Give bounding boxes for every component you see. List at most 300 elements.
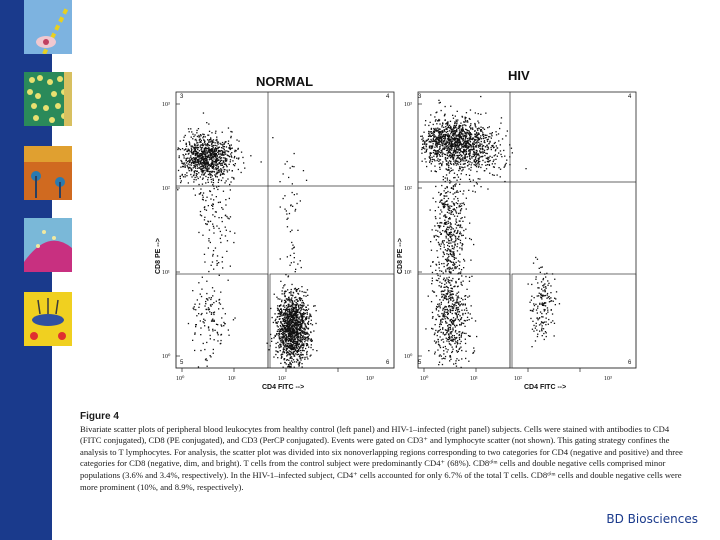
event-dot — [434, 166, 435, 167]
event-dot — [467, 138, 468, 139]
event-dot — [463, 153, 464, 154]
event-dot — [210, 171, 211, 172]
event-dot — [441, 283, 442, 284]
event-dot — [227, 240, 228, 241]
event-dot — [221, 207, 222, 208]
event-dot — [457, 340, 458, 341]
event-dot — [460, 232, 461, 233]
event-dot — [280, 326, 281, 327]
event-dot — [213, 199, 214, 200]
event-dot — [281, 322, 282, 323]
event-dot — [280, 350, 281, 351]
event-dot — [279, 347, 280, 348]
event-dot — [461, 335, 462, 336]
event-dot — [426, 150, 427, 151]
event-dot — [200, 350, 201, 351]
event-dot — [448, 248, 449, 249]
event-dot — [456, 141, 457, 142]
event-dot — [463, 230, 464, 231]
event-dot — [486, 168, 487, 169]
event-dot — [445, 348, 446, 349]
event-dot — [445, 106, 446, 107]
event-dot — [457, 238, 458, 239]
event-dot — [462, 323, 463, 324]
event-dot — [454, 216, 455, 217]
event-dot — [489, 136, 490, 137]
event-dot — [454, 231, 455, 232]
event-dot — [197, 160, 198, 161]
event-dot — [460, 123, 461, 124]
event-dot — [294, 337, 295, 338]
event-dot — [214, 290, 215, 291]
event-dot — [288, 317, 289, 318]
event-dot — [544, 309, 545, 310]
event-dot — [203, 136, 204, 137]
event-dot — [449, 338, 450, 339]
event-dot — [294, 361, 295, 362]
event-dot — [302, 300, 303, 301]
event-dot — [487, 158, 488, 159]
event-dot — [459, 205, 460, 206]
event-dot — [293, 318, 294, 319]
event-dot — [207, 179, 208, 180]
event-dot — [441, 356, 442, 357]
event-dot — [218, 308, 219, 309]
event-dot — [456, 333, 457, 334]
event-dot — [446, 277, 447, 278]
event-dot — [283, 344, 284, 345]
event-dot — [286, 210, 287, 211]
scatter-plots — [140, 62, 656, 406]
event-dot — [491, 133, 492, 134]
event-dot — [463, 202, 464, 203]
event-dot — [191, 151, 192, 152]
event-dot — [545, 288, 546, 289]
event-dot — [292, 346, 293, 347]
event-dot — [222, 165, 223, 166]
event-dot — [440, 307, 441, 308]
event-dot — [450, 128, 451, 129]
event-dot — [216, 260, 217, 261]
event-dot — [464, 309, 465, 310]
event-dot — [455, 339, 456, 340]
event-dot — [459, 261, 460, 262]
event-dot — [441, 313, 442, 314]
event-dot — [471, 239, 472, 240]
event-dot — [534, 305, 535, 306]
event-dot — [219, 170, 220, 171]
event-dot — [213, 168, 214, 169]
event-dot — [451, 206, 452, 207]
event-dot — [289, 300, 290, 301]
event-dot — [429, 146, 430, 147]
event-dot — [529, 302, 530, 303]
event-dot — [447, 179, 448, 180]
event-dot — [464, 142, 465, 143]
event-dot — [273, 356, 274, 357]
event-dot — [224, 146, 225, 147]
event-dot — [194, 134, 195, 135]
event-dot — [451, 170, 452, 171]
event-dot — [470, 313, 471, 314]
event-dot — [451, 268, 452, 269]
event-dot — [191, 176, 192, 177]
event-dot — [425, 328, 426, 329]
event-dot — [444, 266, 445, 267]
event-dot — [289, 298, 290, 299]
event-dot — [293, 339, 294, 340]
event-dot — [450, 168, 451, 169]
event-dot — [478, 155, 479, 156]
event-dot — [308, 338, 309, 339]
xtick-hiv-3: 10³ — [604, 376, 612, 382]
event-dot — [446, 200, 447, 201]
event-dot — [476, 150, 477, 151]
event-dot — [302, 366, 303, 367]
event-dot — [305, 325, 306, 326]
event-dot — [504, 165, 505, 166]
event-dot — [189, 131, 190, 132]
event-dot — [277, 305, 278, 306]
xtick-hiv-2: 10² — [514, 376, 522, 382]
event-dot — [214, 163, 215, 164]
event-dot — [445, 249, 446, 250]
event-dot — [191, 146, 192, 147]
event-dot — [550, 285, 551, 286]
event-dot — [453, 150, 454, 151]
event-dot — [288, 306, 289, 307]
event-dot — [474, 161, 475, 162]
event-dot — [447, 331, 448, 332]
event-dot — [445, 154, 446, 155]
event-dot — [450, 250, 451, 251]
event-dot — [198, 366, 199, 367]
event-dot — [307, 358, 308, 359]
event-dot — [550, 292, 551, 293]
event-dot — [279, 338, 280, 339]
event-dot — [474, 144, 475, 145]
event-dot — [445, 126, 446, 127]
event-dot — [455, 138, 456, 139]
event-dot — [203, 343, 204, 344]
event-dot — [443, 176, 444, 177]
event-dot — [221, 334, 222, 335]
event-dot — [450, 290, 451, 291]
event-dot — [476, 171, 477, 172]
event-dot — [213, 164, 214, 165]
ytick-normal-2: 10² — [162, 186, 170, 192]
event-dot — [462, 129, 463, 130]
event-dot — [276, 334, 277, 335]
event-dot — [469, 281, 470, 282]
event-dot — [202, 235, 203, 236]
event-dot — [449, 269, 450, 270]
event-dot — [210, 356, 211, 357]
event-dot — [451, 132, 452, 133]
event-dot — [442, 319, 443, 320]
event-dot — [213, 158, 214, 159]
event-dot — [216, 137, 217, 138]
footer-brand: BD Biosciences — [606, 512, 698, 526]
event-dot — [193, 188, 194, 189]
event-dot — [296, 359, 297, 360]
event-dot — [227, 171, 228, 172]
event-dot — [477, 140, 478, 141]
event-dot — [457, 343, 458, 344]
event-dot — [476, 155, 477, 156]
event-dot — [281, 342, 282, 343]
event-dot — [431, 328, 432, 329]
event-dot — [292, 347, 293, 348]
event-dot — [457, 246, 458, 247]
event-dot — [300, 336, 301, 337]
event-dot — [441, 286, 442, 287]
event-dot — [446, 228, 447, 229]
event-dot — [287, 322, 288, 323]
event-dot — [284, 325, 285, 326]
event-dot — [444, 207, 445, 208]
event-dot — [211, 144, 212, 145]
event-dot — [221, 217, 222, 218]
event-dot — [298, 346, 299, 347]
event-dot — [435, 330, 436, 331]
event-dot — [493, 166, 494, 167]
event-dot — [211, 181, 212, 182]
event-dot — [184, 137, 185, 138]
event-dot — [447, 351, 448, 352]
event-dot — [295, 269, 296, 270]
event-dot — [449, 324, 450, 325]
event-dot — [439, 102, 440, 103]
event-dot — [193, 181, 194, 182]
event-dot — [435, 119, 436, 120]
event-dot — [208, 142, 209, 143]
event-dot — [476, 336, 477, 337]
event-dot — [212, 320, 213, 321]
event-dot — [193, 163, 194, 164]
event-dot — [488, 147, 489, 148]
event-dot — [278, 313, 279, 314]
event-dot — [548, 283, 549, 284]
event-dot — [213, 182, 214, 183]
event-dot — [485, 165, 486, 166]
event-dot — [450, 192, 451, 193]
event-dot — [458, 260, 459, 261]
event-dot — [284, 362, 285, 363]
event-dot — [285, 319, 286, 320]
event-dot — [206, 210, 207, 211]
event-dot — [469, 295, 470, 296]
event-dot — [443, 358, 444, 359]
event-dot — [283, 305, 284, 306]
event-dot — [497, 156, 498, 157]
event-dot — [448, 127, 449, 128]
event-dot — [296, 317, 297, 318]
quadrant-label-4-hiv: 4 — [628, 94, 632, 100]
event-dot — [300, 304, 301, 305]
event-dot — [455, 127, 456, 128]
event-dot — [450, 222, 451, 223]
event-dot — [464, 122, 465, 123]
event-dot — [457, 203, 458, 204]
event-dot — [426, 144, 427, 145]
event-dot — [185, 176, 186, 177]
event-dot — [456, 350, 457, 351]
event-dot — [480, 145, 481, 146]
event-dot — [220, 231, 221, 232]
event-dot — [452, 306, 453, 307]
event-dot — [208, 238, 209, 239]
event-dot — [541, 281, 542, 282]
event-dot — [461, 341, 462, 342]
event-dot — [447, 138, 448, 139]
event-dot — [545, 290, 546, 291]
event-dot — [459, 337, 460, 338]
event-dot — [536, 326, 537, 327]
event-dot — [280, 309, 281, 310]
event-dot — [442, 364, 443, 365]
event-dot — [208, 155, 209, 156]
event-dot — [454, 325, 455, 326]
event-dot — [294, 153, 295, 154]
event-dot — [191, 137, 192, 138]
event-dot — [226, 166, 227, 167]
event-dot — [444, 334, 445, 335]
event-dot — [194, 171, 195, 172]
event-dot — [287, 359, 288, 360]
gate-box-cd4 — [512, 274, 636, 368]
event-dot — [222, 132, 223, 133]
event-dot — [459, 324, 460, 325]
event-dot — [483, 127, 484, 128]
event-dot — [294, 247, 295, 248]
event-dot — [466, 308, 467, 309]
event-dot — [200, 327, 201, 328]
event-dot — [499, 128, 500, 129]
event-dot — [477, 137, 478, 138]
event-dot — [221, 170, 222, 171]
event-dot — [279, 333, 280, 334]
event-dot — [194, 334, 195, 335]
event-dot — [275, 347, 276, 348]
event-dot — [206, 144, 207, 145]
event-dot — [204, 154, 205, 155]
event-dot — [193, 136, 194, 137]
event-dot — [442, 256, 443, 257]
event-dot — [471, 305, 472, 306]
event-dot — [205, 160, 206, 161]
event-dot — [449, 213, 450, 214]
event-dot — [444, 254, 445, 255]
event-dot — [476, 145, 477, 146]
event-dot — [443, 350, 444, 351]
event-dot — [543, 322, 544, 323]
event-dot — [505, 135, 506, 136]
event-dot — [423, 140, 424, 141]
event-dot — [232, 170, 233, 171]
event-dot — [458, 147, 459, 148]
event-dot — [465, 313, 466, 314]
event-dot — [439, 167, 440, 168]
event-dot — [481, 164, 482, 165]
event-dot — [298, 305, 299, 306]
event-dot — [453, 152, 454, 153]
event-dot — [447, 121, 448, 122]
event-dot — [463, 235, 464, 236]
event-dot — [445, 222, 446, 223]
event-dot — [497, 147, 498, 148]
event-dot — [203, 168, 204, 169]
event-dot — [290, 301, 291, 302]
event-dot — [437, 120, 438, 121]
event-dot — [537, 287, 538, 288]
event-dot — [443, 314, 444, 315]
event-dot — [498, 152, 499, 153]
event-dot — [453, 164, 454, 165]
event-dot — [231, 144, 232, 145]
event-dot — [444, 114, 445, 115]
thumbnail-cell-image-5 — [24, 292, 72, 346]
event-dot — [284, 293, 285, 294]
event-dot — [433, 139, 434, 140]
event-dot — [294, 326, 295, 327]
event-dot — [204, 217, 205, 218]
event-dot — [441, 133, 442, 134]
event-dot — [184, 166, 185, 167]
event-dot — [444, 240, 445, 241]
event-dot — [452, 115, 453, 116]
event-dot — [226, 251, 227, 252]
event-dot — [214, 339, 215, 340]
event-dot — [537, 336, 538, 337]
event-dot — [455, 196, 456, 197]
event-dot — [464, 141, 465, 142]
event-dot — [451, 251, 452, 252]
event-dot — [219, 162, 220, 163]
event-dot — [281, 336, 282, 337]
event-dot — [450, 359, 451, 360]
event-dot — [231, 152, 232, 153]
event-dot — [545, 286, 546, 287]
event-dot — [455, 161, 456, 162]
event-dot — [296, 332, 297, 333]
xtick-hiv-0: 10⁰ — [420, 376, 429, 382]
event-dot — [287, 218, 288, 219]
event-dot — [436, 280, 437, 281]
event-dot — [198, 163, 199, 164]
event-dot — [434, 153, 435, 154]
event-dot — [431, 133, 432, 134]
event-dot — [178, 170, 179, 171]
event-dot — [299, 290, 300, 291]
event-dot — [458, 239, 459, 240]
event-dot — [229, 169, 230, 170]
event-dot — [215, 167, 216, 168]
event-dot — [296, 330, 297, 331]
event-dot — [293, 304, 294, 305]
event-dot — [464, 163, 465, 164]
event-dot — [455, 318, 456, 319]
event-dot — [284, 209, 285, 210]
event-dot — [441, 339, 442, 340]
event-dot — [453, 341, 454, 342]
event-dot — [292, 300, 293, 301]
event-dot — [481, 144, 482, 145]
event-dot — [212, 175, 213, 176]
event-dot — [448, 318, 449, 319]
event-dot — [451, 239, 452, 240]
event-dot — [548, 297, 549, 298]
